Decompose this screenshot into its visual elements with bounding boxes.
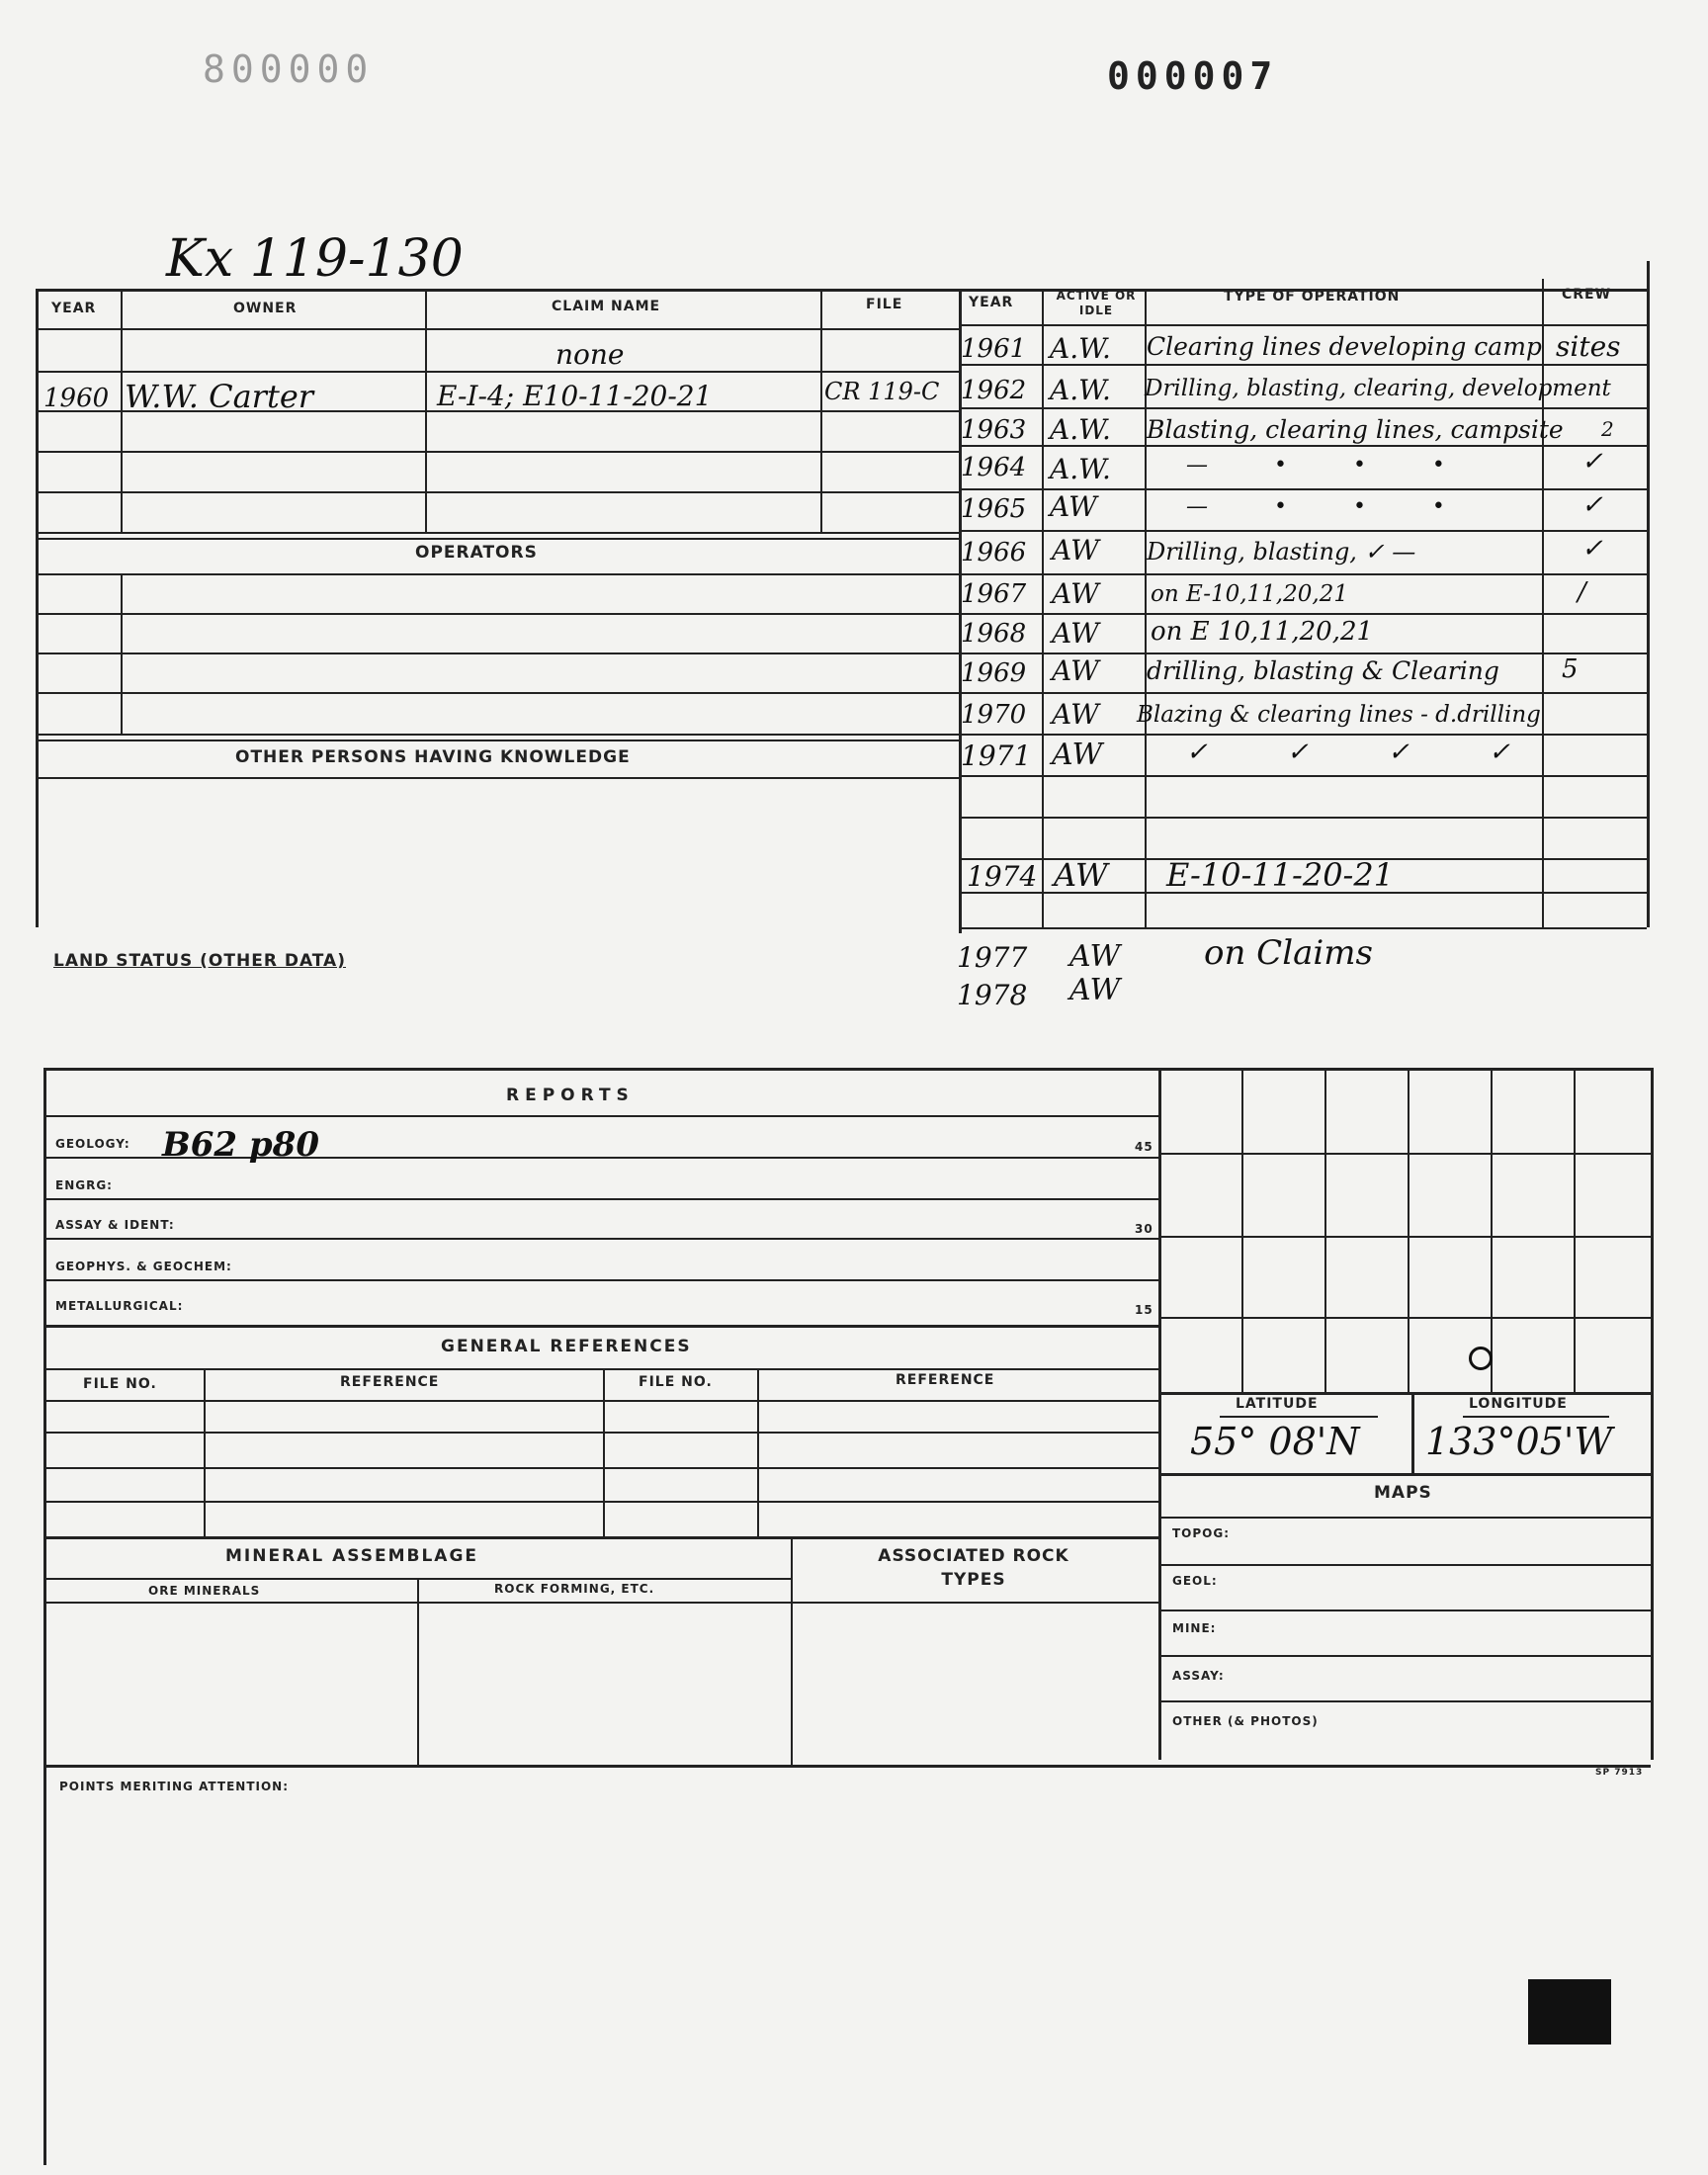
reports-scale: 45 bbox=[1135, 1140, 1153, 1154]
ops-row-year: 1963 bbox=[961, 415, 1027, 445]
ops-row-year: 1971 bbox=[961, 740, 1032, 772]
stamp-number-right: 000007 bbox=[1107, 54, 1279, 98]
ops-row-status: AW bbox=[1052, 534, 1099, 566]
maps-label-other: OTHER (& PHOTOS) bbox=[1172, 1714, 1319, 1728]
stamp-number-left: 800000 bbox=[203, 47, 375, 91]
ops-header-type: TYPE OF OPERATION bbox=[1224, 289, 1401, 304]
operators-title: OPERATORS bbox=[415, 543, 538, 563]
ops-row-operation: — • • • bbox=[1186, 494, 1475, 519]
ops-header-crew: CREW bbox=[1562, 287, 1612, 303]
owners-row-year: 1960 bbox=[43, 384, 110, 413]
other-persons-title: OTHER PERSONS HAVING KNOWLEDGE bbox=[235, 747, 631, 767]
ops-row-status: A.W. bbox=[1050, 374, 1111, 406]
land-status-year: 1977 bbox=[957, 941, 1028, 974]
ops-row-crew: 2 bbox=[1601, 417, 1614, 441]
reports-label-geology: GEOLOGY: bbox=[55, 1137, 130, 1151]
ore-minerals-header: ORE MINERALS bbox=[148, 1584, 261, 1598]
reports-label-geophys: GEOPHYS. & GEOCHEM: bbox=[55, 1260, 232, 1273]
latitude-value: 55° 08'N bbox=[1190, 1420, 1360, 1463]
ops-row-operation: — • • • bbox=[1186, 453, 1475, 478]
reports-scale: 30 bbox=[1135, 1222, 1153, 1236]
maps-label-assay: ASSAY: bbox=[1172, 1669, 1225, 1683]
rock-forming-header: ROCK FORMING, ETC. bbox=[494, 1582, 655, 1596]
ops-row-year: 1967 bbox=[961, 579, 1027, 609]
ops-row-status: A.W. bbox=[1050, 332, 1111, 365]
ops-row-status: A.W. bbox=[1050, 453, 1111, 485]
general-references-header-file-no: FILE NO. bbox=[639, 1374, 713, 1390]
ops-row-year: 1961 bbox=[961, 334, 1027, 364]
file-reference: Kx 119-130 bbox=[166, 229, 464, 289]
maps-label-topog: TOPOG: bbox=[1172, 1526, 1231, 1540]
ops-row-year: 1966 bbox=[961, 538, 1027, 567]
owners-row-file: CR 119-C bbox=[824, 378, 940, 405]
ops-row-operation: Drilling, blasting, clearing, development bbox=[1145, 376, 1611, 401]
land-status-title: LAND STATUS (OTHER DATA) bbox=[53, 951, 346, 971]
ops-row-operation: E-10-11-20-21 bbox=[1166, 856, 1395, 894]
maps-label-geol: GEOL: bbox=[1172, 1574, 1218, 1588]
ops-row-status: A.W. bbox=[1050, 413, 1111, 446]
reports-label-engrg: ENGRG: bbox=[55, 1178, 113, 1192]
ops-row-year: 1965 bbox=[961, 494, 1027, 524]
ops-row-operation: Blazing & clearing lines - d.drilling bbox=[1137, 702, 1541, 728]
ops-row-crew: ✓ bbox=[1581, 447, 1603, 477]
land-status-status: AW bbox=[1069, 939, 1121, 974]
ops-row-operation: Clearing lines developing camp bbox=[1147, 332, 1542, 361]
points-title: POINTS MERITING ATTENTION: bbox=[59, 1780, 290, 1793]
land-status-status: AW bbox=[1069, 973, 1121, 1007]
ops-row-year: 1970 bbox=[961, 700, 1027, 730]
ops-row-status: AW bbox=[1052, 577, 1099, 610]
form-number: SP 7913 bbox=[1595, 1768, 1644, 1778]
owners-header-year: YEAR bbox=[51, 301, 97, 316]
ops-row-crew: sites bbox=[1556, 330, 1621, 363]
ops-row-year: 1974 bbox=[967, 860, 1038, 893]
ops-header-year: YEAR bbox=[969, 295, 1014, 310]
reports-value-geology: B62 p80 bbox=[162, 1125, 319, 1165]
ops-row-operation: on E 10,11,20,21 bbox=[1151, 617, 1374, 647]
owners-row-claim: none bbox=[555, 338, 625, 371]
ops-row-year: 1969 bbox=[961, 658, 1027, 688]
ops-row-year: 1962 bbox=[961, 376, 1027, 405]
general-references-header-reference: REFERENCE bbox=[340, 1374, 440, 1390]
longitude-label: LONGITUDE bbox=[1469, 1396, 1568, 1412]
reports-label-assay: ASSAY & IDENT: bbox=[55, 1218, 175, 1232]
owners-header-claim-name: CLAIM NAME bbox=[552, 299, 661, 314]
ops-row-year: 1968 bbox=[961, 619, 1027, 649]
owners-header-file: FILE bbox=[866, 297, 903, 312]
ops-row-crew: 5 bbox=[1562, 654, 1579, 684]
ops-header-active-idle: ACTIVE OR IDLE bbox=[1056, 289, 1137, 317]
ops-row-status: AW bbox=[1052, 654, 1099, 687]
reports-scale: 15 bbox=[1135, 1303, 1153, 1317]
ops-row-year: 1964 bbox=[961, 453, 1027, 482]
owners-row-owner: W.W. Carter bbox=[125, 378, 314, 415]
ops-row-operation: Blasting, clearing lines, campsite bbox=[1147, 415, 1564, 444]
land-status-note: on Claims bbox=[1204, 933, 1373, 973]
ops-row-operation: ✓ ✓ ✓ ✓ bbox=[1186, 738, 1546, 767]
ops-row-crew: ✓ bbox=[1581, 534, 1603, 564]
scan-marker-box bbox=[1528, 1979, 1611, 2044]
associated-rock-types-title: ASSOCIATED ROCK TYPES bbox=[878, 1546, 1069, 1590]
ops-row-operation: Drilling, blasting, ✓ — bbox=[1147, 538, 1416, 566]
land-status-year: 1978 bbox=[957, 979, 1028, 1011]
longitude-value: 133°05'W bbox=[1425, 1420, 1613, 1463]
ops-row-crew: ✓ bbox=[1581, 490, 1603, 520]
ops-row-status: AW bbox=[1054, 856, 1108, 894]
owners-header-owner: OWNER bbox=[233, 301, 298, 316]
mineral-assemblage-title: MINERAL ASSEMBLAGE bbox=[225, 1546, 479, 1566]
ops-row-status: AW bbox=[1052, 738, 1103, 772]
maps-label-mine: MINE: bbox=[1172, 1621, 1217, 1635]
location-marker-icon bbox=[1469, 1347, 1493, 1370]
maps-title: MAPS bbox=[1374, 1483, 1432, 1503]
ops-row-status: AW bbox=[1052, 617, 1099, 650]
reports-label-metallurgical: METALLURGICAL: bbox=[55, 1299, 184, 1313]
ops-row-status: AW bbox=[1050, 490, 1097, 523]
ops-row-crew: / bbox=[1578, 577, 1586, 607]
owners-row-claim: E-I-4; E10-11-20-21 bbox=[437, 380, 713, 412]
ops-row-operation: on E-10,11,20,21 bbox=[1151, 581, 1348, 607]
ops-row-operation: drilling, blasting & Clearing bbox=[1147, 656, 1499, 685]
latitude-label: LATITUDE bbox=[1236, 1396, 1319, 1412]
ops-row-status: AW bbox=[1052, 698, 1099, 731]
general-references-header-file-no: FILE NO. bbox=[83, 1376, 157, 1392]
general-references-title: GENERAL REFERENCES bbox=[441, 1337, 692, 1356]
general-references-header-reference: REFERENCE bbox=[896, 1372, 995, 1388]
reports-title: REPORTS bbox=[506, 1086, 635, 1105]
